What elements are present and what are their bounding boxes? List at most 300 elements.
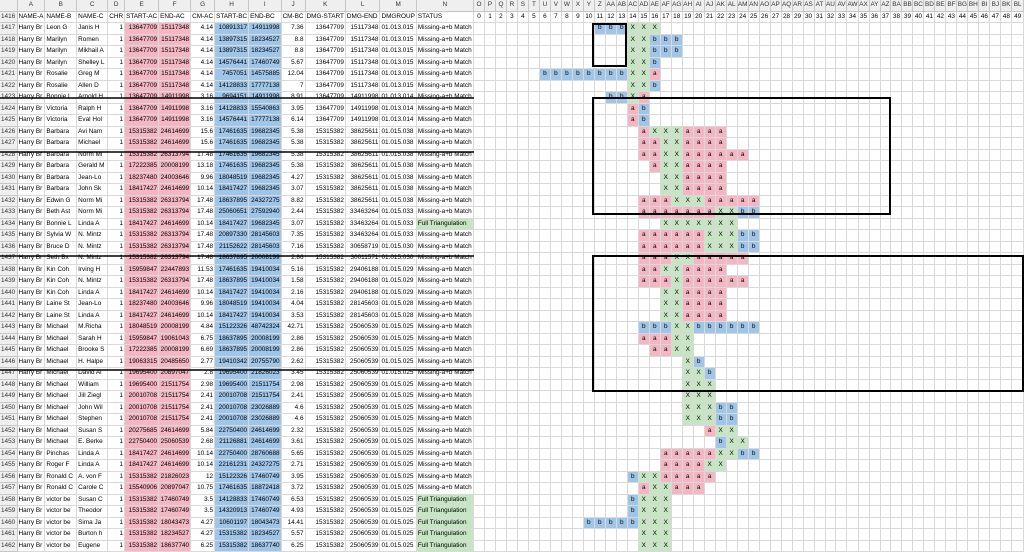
cell-start-bc[interactable]: 13897315 [215, 46, 249, 58]
grid-cell[interactable] [605, 540, 616, 552]
grid-cell[interactable] [880, 506, 891, 518]
grid-cell[interactable] [924, 80, 935, 92]
grid-cell[interactable] [693, 517, 704, 529]
grid-cell[interactable] [583, 333, 594, 345]
grid-cell[interactable] [913, 92, 924, 104]
grid-index-cell[interactable]: 17 [660, 11, 671, 23]
grid-cell[interactable] [506, 161, 517, 173]
grid-cell[interactable] [715, 333, 726, 345]
grid-cell[interactable] [605, 322, 616, 334]
grid-cell[interactable] [803, 241, 814, 253]
grid-cell[interactable] [484, 425, 495, 437]
grid-cell[interactable] [583, 345, 594, 357]
cell-dmg-start[interactable]: 15315382 [305, 218, 345, 230]
grid-cell[interactable] [693, 92, 704, 104]
grid-column-header[interactable]: BB [902, 0, 913, 11]
grid-cell[interactable] [1012, 138, 1024, 150]
grid-cell[interactable] [506, 506, 517, 518]
grid-cell[interactable] [880, 333, 891, 345]
grid-cell[interactable] [704, 92, 715, 104]
grid-cell[interactable] [913, 310, 924, 322]
grid-cell[interactable] [627, 138, 638, 150]
cell-name-b[interactable]: Sylvia W [45, 230, 77, 242]
grid-cell[interactable] [748, 287, 759, 299]
cell-cm-bc[interactable]: 8.91 [281, 92, 305, 104]
grid-cell[interactable] [825, 517, 836, 529]
grid-cell[interactable] [748, 149, 759, 161]
grid-cell[interactable] [770, 448, 781, 460]
grid-cell[interactable] [737, 103, 748, 115]
cell-name-a[interactable]: Harry Br [17, 80, 45, 92]
cell-end-ac[interactable]: 24614699 [159, 218, 191, 230]
cell-name-a[interactable]: Harry Br [17, 345, 45, 357]
grid-cell[interactable] [792, 161, 803, 173]
grid-cell[interactable] [550, 218, 561, 230]
grid-cell[interactable]: a [693, 138, 704, 150]
cell-name-a[interactable]: Harry Br [17, 195, 45, 207]
grid-cell[interactable] [759, 529, 770, 541]
grid-cell[interactable] [550, 483, 561, 495]
grid-cell[interactable] [561, 460, 572, 472]
grid-cell[interactable] [957, 276, 968, 288]
grid-cell[interactable] [627, 218, 638, 230]
grid-cell[interactable] [693, 345, 704, 357]
grid-cell[interactable] [836, 517, 847, 529]
grid-cell[interactable] [616, 379, 627, 391]
grid-cell[interactable] [946, 23, 957, 35]
grid-cell[interactable] [990, 345, 1001, 357]
cell-name-c[interactable]: N. Mintz [77, 276, 108, 288]
cell-dmg-end[interactable]: 25060539 [345, 368, 380, 380]
grid-cell[interactable] [847, 172, 858, 184]
grid-cell[interactable] [517, 310, 528, 322]
grid-cell[interactable] [726, 172, 737, 184]
grid-column-header[interactable]: T [528, 0, 539, 11]
grid-cell[interactable] [858, 402, 869, 414]
grid-cell[interactable]: a [649, 230, 660, 242]
grid-cell[interactable] [825, 391, 836, 403]
cell-end-bc[interactable]: 19682345 [249, 126, 281, 138]
grid-cell[interactable] [1012, 299, 1024, 311]
header-cell[interactable]: NAME-B [45, 11, 77, 23]
grid-column-header[interactable]: AT [814, 0, 825, 11]
grid-cell[interactable] [924, 391, 935, 403]
grid-cell[interactable] [1012, 448, 1024, 460]
grid-cell[interactable] [474, 103, 484, 115]
cell-start-ac[interactable]: 20275685 [125, 425, 159, 437]
grid-cell[interactable]: X [671, 172, 682, 184]
grid-cell[interactable] [506, 264, 517, 276]
grid-cell[interactable] [583, 437, 594, 449]
grid-cell[interactable] [946, 80, 957, 92]
grid-cell[interactable]: a [671, 241, 682, 253]
grid-cell[interactable] [803, 57, 814, 69]
grid-cell[interactable] [605, 310, 616, 322]
grid-cell[interactable] [858, 126, 869, 138]
grid-cell[interactable] [781, 172, 792, 184]
grid-cell[interactable]: a [726, 149, 737, 161]
grid-cell[interactable]: b [726, 322, 737, 334]
grid-cell[interactable] [880, 34, 891, 46]
grid-cell[interactable] [792, 126, 803, 138]
grid-cell[interactable] [770, 57, 781, 69]
cell-start-bc[interactable]: 14128833 [215, 103, 249, 115]
grid-cell[interactable]: X [693, 195, 704, 207]
grid-cell[interactable] [506, 391, 517, 403]
grid-cell[interactable] [616, 437, 627, 449]
cell-start-bc[interactable]: 18637895 [215, 253, 249, 265]
grid-cell[interactable] [792, 23, 803, 35]
grid-cell[interactable] [759, 92, 770, 104]
grid-index-cell[interactable]: 24 [737, 11, 748, 23]
grid-cell[interactable] [528, 241, 539, 253]
grid-cell[interactable] [748, 126, 759, 138]
grid-cell[interactable] [869, 437, 880, 449]
grid-cell[interactable] [924, 540, 935, 552]
column-header-K[interactable]: K [305, 0, 345, 11]
grid-cell[interactable] [1001, 333, 1012, 345]
grid-cell[interactable] [869, 287, 880, 299]
cell-cm-ac[interactable]: 4.14 [191, 34, 215, 46]
grid-cell[interactable] [715, 529, 726, 541]
grid-cell[interactable] [825, 333, 836, 345]
grid-cell[interactable] [792, 103, 803, 115]
grid-cell[interactable] [638, 437, 649, 449]
grid-cell[interactable] [913, 425, 924, 437]
grid-cell[interactable] [979, 287, 990, 299]
grid-cell[interactable] [506, 34, 517, 46]
cell-cm-bc[interactable]: 3.61 [281, 437, 305, 449]
cell-start-bc[interactable]: 14128833 [215, 80, 249, 92]
grid-cell[interactable] [968, 172, 979, 184]
cell-end-bc[interactable]: 19682345 [249, 161, 281, 173]
grid-cell[interactable] [792, 448, 803, 460]
cell-end-ac[interactable]: 18043473 [159, 517, 191, 529]
grid-cell[interactable] [814, 103, 825, 115]
cell-name-c[interactable]: Linda A [77, 460, 108, 472]
grid-cell[interactable]: a [715, 264, 726, 276]
grid-column-header[interactable]: BD [924, 0, 935, 11]
cell-dmg-start[interactable]: 15315382 [305, 402, 345, 414]
grid-cell[interactable] [495, 57, 506, 69]
grid-cell[interactable] [957, 126, 968, 138]
grid-cell[interactable] [869, 414, 880, 426]
grid-cell[interactable] [474, 195, 484, 207]
grid-cell[interactable] [627, 253, 638, 265]
grid-cell[interactable] [748, 356, 759, 368]
grid-cell[interactable] [572, 425, 583, 437]
grid-cell[interactable] [605, 264, 616, 276]
grid-cell[interactable] [1012, 230, 1024, 242]
grid-cell[interactable] [869, 356, 880, 368]
cell-start-ac[interactable]: 18417427 [125, 287, 159, 299]
grid-cell[interactable] [474, 402, 484, 414]
grid-cell[interactable] [847, 241, 858, 253]
grid-cell[interactable] [847, 356, 858, 368]
grid-cell[interactable] [495, 402, 506, 414]
grid-cell[interactable] [1001, 460, 1012, 472]
grid-cell[interactable] [880, 57, 891, 69]
grid-cell[interactable] [814, 402, 825, 414]
grid-cell[interactable] [770, 23, 781, 35]
grid-cell[interactable] [474, 126, 484, 138]
cell-cm-bc[interactable]: 2.98 [281, 379, 305, 391]
grid-cell[interactable] [924, 460, 935, 472]
cell-name-a[interactable]: Harry Br [17, 517, 45, 529]
grid-cell[interactable] [638, 356, 649, 368]
grid-cell[interactable] [781, 414, 792, 426]
grid-cell[interactable] [891, 149, 902, 161]
cell-end-bc[interactable]: 21511754 [249, 391, 281, 403]
grid-column-header[interactable]: AZ [880, 0, 891, 11]
grid-cell[interactable] [583, 299, 594, 311]
grid-cell[interactable] [528, 23, 539, 35]
grid-cell[interactable] [979, 253, 990, 265]
grid-cell[interactable] [1001, 437, 1012, 449]
cell-dmgroup[interactable]: 01.015.025 [380, 506, 416, 518]
grid-cell[interactable] [539, 425, 550, 437]
grid-cell[interactable] [550, 402, 561, 414]
grid-cell[interactable] [902, 218, 913, 230]
grid-cell[interactable] [946, 356, 957, 368]
grid-cell[interactable] [836, 448, 847, 460]
cell-end-ac[interactable]: 26313794 [159, 276, 191, 288]
grid-cell[interactable] [1012, 391, 1024, 403]
cell-status[interactable]: Missing-a+b Match [416, 287, 473, 299]
grid-cell[interactable] [979, 540, 990, 552]
grid-cell[interactable] [770, 460, 781, 472]
grid-cell[interactable] [825, 540, 836, 552]
grid-cell[interactable] [572, 184, 583, 196]
grid-cell[interactable]: a [671, 460, 682, 472]
grid-cell[interactable] [539, 299, 550, 311]
grid-cell[interactable] [1012, 207, 1024, 219]
grid-cell[interactable] [858, 540, 869, 552]
grid-cell[interactable] [924, 184, 935, 196]
grid-cell[interactable] [836, 34, 847, 46]
grid-cell[interactable] [638, 310, 649, 322]
grid-cell[interactable] [781, 241, 792, 253]
grid-cell[interactable] [583, 241, 594, 253]
grid-cell[interactable] [957, 103, 968, 115]
grid-cell[interactable] [484, 494, 495, 506]
grid-column-header[interactable]: AH [682, 0, 693, 11]
cell-status[interactable]: Missing-a+b Match [416, 195, 473, 207]
cell-name-a[interactable]: Harry Br [17, 414, 45, 426]
grid-cell[interactable]: a [693, 310, 704, 322]
grid-cell[interactable] [616, 195, 627, 207]
grid-cell[interactable] [836, 333, 847, 345]
grid-cell[interactable] [594, 345, 605, 357]
grid-cell[interactable] [770, 322, 781, 334]
grid-cell[interactable] [968, 276, 979, 288]
grid-cell[interactable] [946, 402, 957, 414]
grid-cell[interactable]: a [638, 207, 649, 219]
grid-cell[interactable] [781, 46, 792, 58]
grid-column-header[interactable]: AI [693, 0, 704, 11]
cell-name-c[interactable]: Stephen [77, 414, 108, 426]
cell-dmgroup[interactable]: 01.015.025 [380, 517, 416, 529]
grid-cell[interactable] [616, 322, 627, 334]
grid-cell[interactable] [770, 356, 781, 368]
grid-cell[interactable] [836, 437, 847, 449]
grid-cell[interactable] [814, 345, 825, 357]
grid-cell[interactable] [539, 529, 550, 541]
grid-cell[interactable] [506, 368, 517, 380]
grid-cell[interactable] [814, 448, 825, 460]
grid-cell[interactable] [770, 218, 781, 230]
cell-end-bc[interactable]: 20008199 [249, 345, 281, 357]
grid-cell[interactable] [506, 437, 517, 449]
grid-cell[interactable]: b [594, 23, 605, 35]
grid-cell[interactable] [550, 356, 561, 368]
row-number[interactable]: 1455 [0, 460, 17, 472]
grid-cell[interactable] [759, 149, 770, 161]
grid-cell[interactable] [726, 138, 737, 150]
grid-cell[interactable] [935, 207, 946, 219]
grid-cell[interactable] [759, 161, 770, 173]
grid-cell[interactable] [474, 172, 484, 184]
grid-cell[interactable] [891, 529, 902, 541]
grid-cell[interactable] [660, 402, 671, 414]
grid-cell[interactable] [880, 379, 891, 391]
grid-cell[interactable] [770, 517, 781, 529]
grid-cell[interactable]: a [682, 448, 693, 460]
grid-cell[interactable] [814, 529, 825, 541]
cell-cm-bc[interactable]: 2.44 [281, 207, 305, 219]
grid-cell[interactable] [781, 529, 792, 541]
cell-start-bc[interactable]: 13897315 [215, 34, 249, 46]
grid-cell[interactable] [957, 471, 968, 483]
grid-cell[interactable]: a [682, 149, 693, 161]
grid-cell[interactable] [550, 276, 561, 288]
cell-dmgroup[interactable]: 01.015.025 [380, 448, 416, 460]
grid-cell[interactable]: X [693, 391, 704, 403]
grid-cell[interactable] [616, 529, 627, 541]
grid-cell[interactable] [583, 115, 594, 127]
grid-cell[interactable]: b [671, 34, 682, 46]
grid-cell[interactable] [484, 368, 495, 380]
grid-cell[interactable] [495, 529, 506, 541]
cell-status[interactable]: Full Triangulation [416, 540, 473, 552]
grid-cell[interactable] [781, 471, 792, 483]
grid-cell[interactable] [737, 414, 748, 426]
grid-cell[interactable] [550, 46, 561, 58]
cell-dmg-end[interactable]: 33463264 [345, 218, 380, 230]
grid-cell[interactable] [737, 92, 748, 104]
grid-cell[interactable] [693, 115, 704, 127]
grid-cell[interactable] [924, 425, 935, 437]
grid-cell[interactable] [781, 494, 792, 506]
grid-cell[interactable] [891, 333, 902, 345]
cell-status[interactable]: Missing-a+b Match [416, 264, 473, 276]
grid-cell[interactable] [803, 184, 814, 196]
grid-cell[interactable]: X [671, 345, 682, 357]
grid-cell[interactable]: a [627, 103, 638, 115]
grid-cell[interactable]: a [649, 253, 660, 265]
grid-cell[interactable] [825, 126, 836, 138]
row-number[interactable]: 1427 [0, 138, 17, 150]
grid-cell[interactable]: a [649, 333, 660, 345]
grid-cell[interactable] [880, 126, 891, 138]
grid-cell[interactable]: b [638, 103, 649, 115]
grid-cell[interactable] [550, 437, 561, 449]
grid-cell[interactable] [770, 80, 781, 92]
grid-cell[interactable] [836, 57, 847, 69]
grid-cell[interactable] [1012, 241, 1024, 253]
grid-cell[interactable] [858, 207, 869, 219]
grid-cell[interactable] [880, 230, 891, 242]
cell-end-bc[interactable]: 14575885 [249, 69, 281, 81]
grid-cell[interactable] [858, 253, 869, 265]
cell-dmg-start[interactable]: 13647709 [305, 57, 345, 69]
grid-cell[interactable] [913, 529, 924, 541]
grid-cell[interactable] [891, 218, 902, 230]
grid-cell[interactable] [869, 391, 880, 403]
grid-cell[interactable] [594, 138, 605, 150]
cell-dmg-start[interactable]: 15315382 [305, 460, 345, 472]
grid-cell[interactable] [594, 540, 605, 552]
row-number[interactable]: 1448 [0, 379, 17, 391]
grid-cell[interactable] [693, 34, 704, 46]
grid-cell[interactable] [517, 540, 528, 552]
cell-name-c[interactable]: N. Mintz [77, 253, 108, 265]
cell-end-ac[interactable]: 20485650 [159, 356, 191, 368]
cell-cm-bc[interactable]: 5.38 [281, 149, 305, 161]
grid-cell[interactable] [968, 138, 979, 150]
cell-start-bc[interactable]: 20010708 [215, 414, 249, 426]
grid-cell[interactable] [495, 92, 506, 104]
grid-cell[interactable] [836, 103, 847, 115]
grid-cell[interactable] [968, 34, 979, 46]
grid-cell[interactable] [770, 483, 781, 495]
grid-cell[interactable]: b [715, 414, 726, 426]
cell-name-b[interactable]: Michael [45, 322, 77, 334]
grid-cell[interactable] [913, 46, 924, 58]
cell-name-c[interactable]: Jean-Lo [77, 299, 108, 311]
cell-chr[interactable]: 1 [108, 184, 125, 196]
grid-cell[interactable] [506, 356, 517, 368]
grid-cell[interactable] [495, 46, 506, 58]
cell-start-ac[interactable]: 15315382 [125, 241, 159, 253]
cell-name-b[interactable]: Laine St [45, 310, 77, 322]
grid-cell[interactable] [990, 207, 1001, 219]
grid-cell[interactable]: a [704, 172, 715, 184]
grid-cell[interactable] [880, 425, 891, 437]
cell-start-ac[interactable]: 15959847 [125, 264, 159, 276]
cell-dmgroup[interactable]: 01.015.038 [380, 161, 416, 173]
cell-dmg-start[interactable]: 13647709 [305, 115, 345, 127]
grid-cell[interactable] [474, 448, 484, 460]
grid-cell[interactable] [594, 391, 605, 403]
grid-cell[interactable] [616, 368, 627, 380]
grid-index-cell[interactable]: 35 [858, 11, 869, 23]
grid-cell[interactable] [583, 126, 594, 138]
grid-cell[interactable] [660, 80, 671, 92]
cell-cm-ac[interactable]: 2.8 [191, 368, 215, 380]
grid-cell[interactable] [583, 310, 594, 322]
cell-dmgroup[interactable]: 01.015.025 [380, 460, 416, 472]
grid-cell[interactable] [528, 115, 539, 127]
cell-name-c[interactable]: William [77, 379, 108, 391]
grid-cell[interactable] [891, 540, 902, 552]
grid-cell[interactable] [880, 356, 891, 368]
cell-name-b[interactable]: Barbara [45, 172, 77, 184]
cell-name-b[interactable]: Seth Bx [45, 253, 77, 265]
grid-cell[interactable] [935, 356, 946, 368]
grid-cell[interactable] [957, 425, 968, 437]
grid-cell[interactable] [660, 92, 671, 104]
